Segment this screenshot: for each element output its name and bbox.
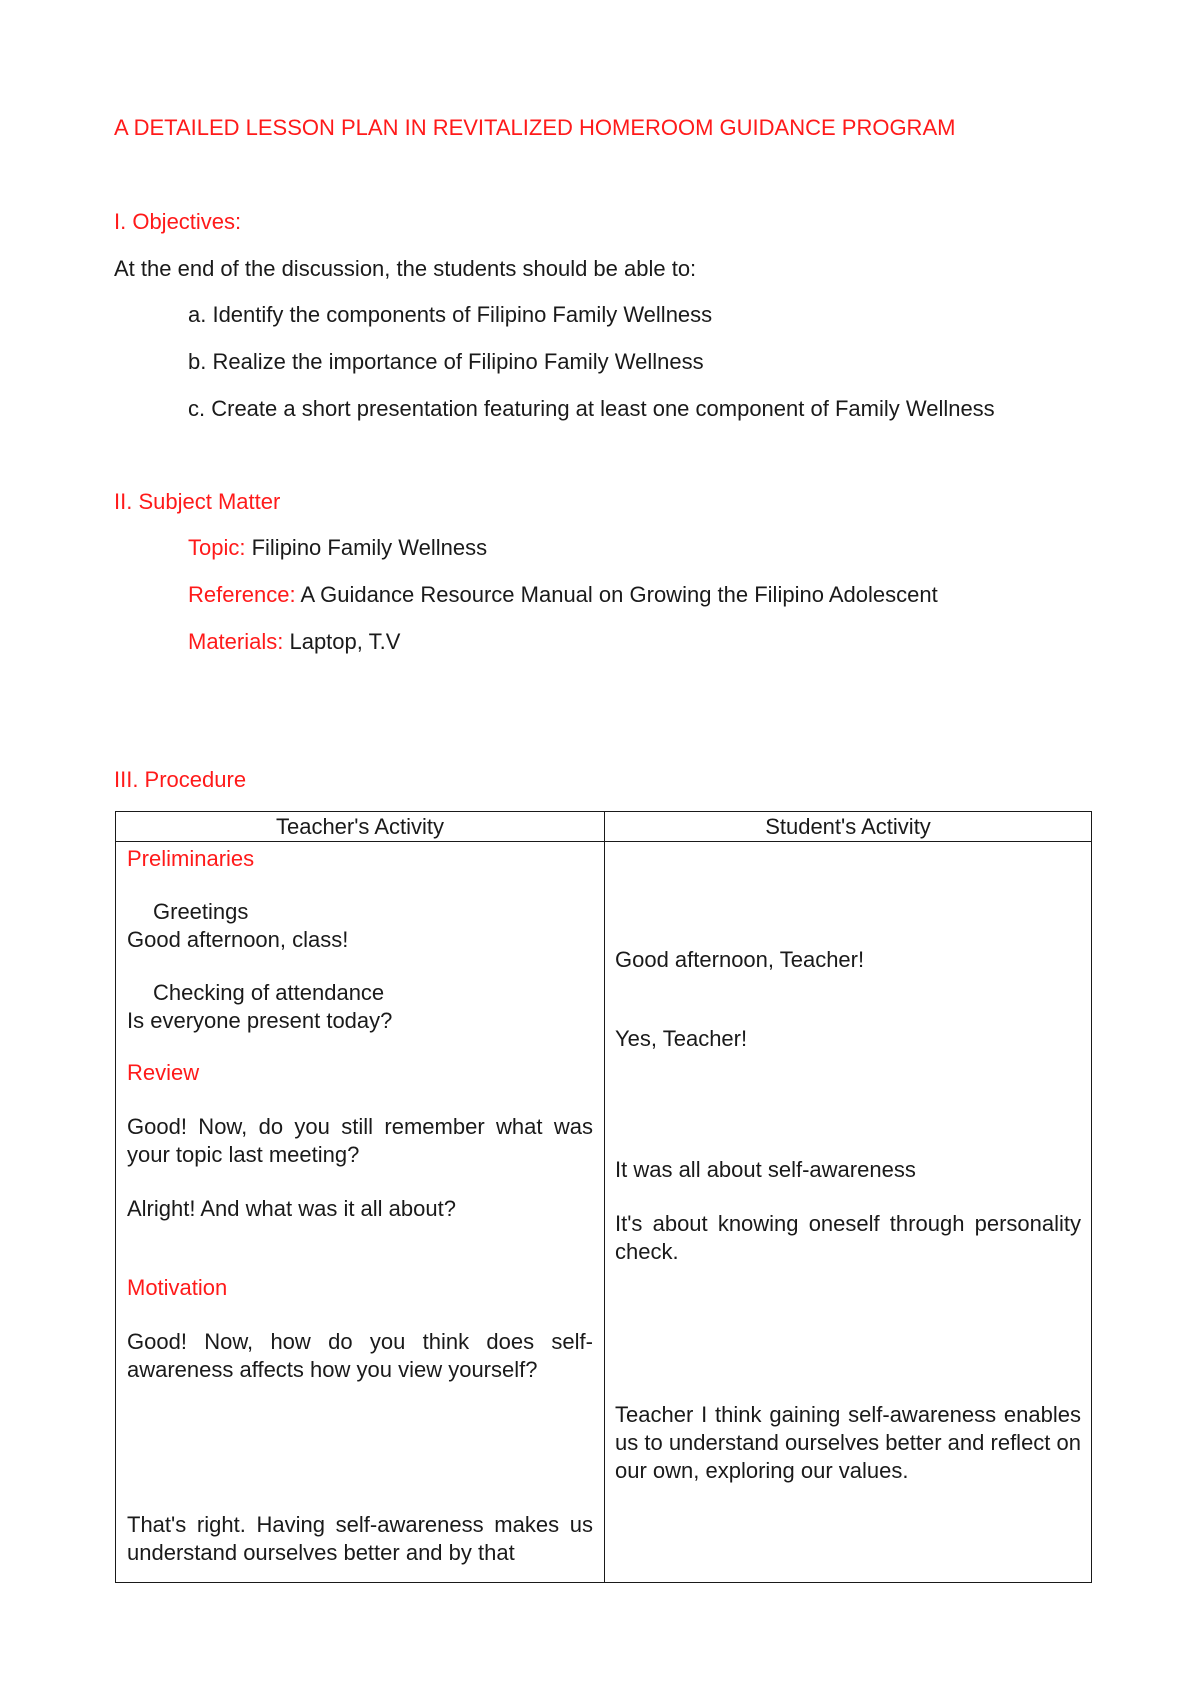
reference-label: Reference: <box>188 582 296 607</box>
column-divider <box>604 812 605 1582</box>
attendance-label: Checking of attendance <box>153 980 385 1005</box>
materials-label: Materials: <box>188 629 284 654</box>
review-label: Review <box>127 1060 200 1085</box>
procedure-heading: III. Procedure <box>114 767 247 792</box>
student-activity-header: Student's Activity <box>765 814 931 839</box>
motivation-label: Motivation <box>127 1275 228 1300</box>
objective-item-b: b. Realize the importance of Filipino Family Wellness <box>188 349 704 374</box>
materials-value: Laptop, T.V <box>283 629 401 654</box>
objective-item-a: a. Identify the components of Filipino Family Wellness <box>188 302 713 327</box>
teacher-review-question-2: Alright! And what was it all about? <box>127 1196 456 1221</box>
topic-line <box>188 535 487 561</box>
objectives-heading: I. Objectives: <box>114 209 242 234</box>
teacher-motivation-question: Good! Now, how do you think does self-awareness affects how you view yourself? <box>127 1329 593 1382</box>
student-motivation-answer: Teacher I think gaining self-awareness enables us to understand ourselves better and reflect on our own, exploring our values. <box>615 1402 1081 1483</box>
reference-line <box>188 582 938 608</box>
teacher-greeting: Good afternoon, class! <box>127 927 349 952</box>
teacher-closing-statement: That's right. Having self-awareness makes us understand ourselves better and by that <box>127 1512 593 1565</box>
subject-matter-heading: II. Subject Matter <box>114 489 281 514</box>
teacher-activity-header: Teacher's Activity <box>275 814 445 839</box>
teacher-attendance-question: Is everyone present today? <box>127 1008 393 1033</box>
reference-value: A Guidance Resource Manual on Growing the Filipino Adolescent <box>295 582 938 607</box>
header-divider <box>116 841 1091 842</box>
topic-label: Topic: <box>188 535 246 560</box>
student-review-answer-2: It's about knowing oneself through personality check. <box>615 1211 1081 1264</box>
objective-item-c: c. Create a short presentation featuring at least one component of Family Wellness <box>188 396 995 421</box>
procedure-table <box>115 811 1092 1583</box>
preliminaries-label: Preliminaries <box>127 846 255 871</box>
objectives-intro: At the end of the discussion, the students should be able to: <box>114 256 697 281</box>
greetings-label: Greetings <box>153 899 249 924</box>
topic-value: Filipino Family Wellness <box>245 535 488 560</box>
student-review-answer-1: It was all about self-awareness <box>615 1157 916 1182</box>
materials-line <box>188 629 400 655</box>
document-title: A DETAILED LESSON PLAN IN REVITALIZED HOMEROOM GUIDANCE PROGRAM <box>114 115 956 140</box>
teacher-review-question-1: Good! Now, do you still remember what was your topic last meeting? <box>127 1114 593 1167</box>
student-attendance-reply: Yes, Teacher! <box>615 1026 748 1051</box>
student-greeting-reply: Good afternoon, Teacher! <box>615 947 865 972</box>
